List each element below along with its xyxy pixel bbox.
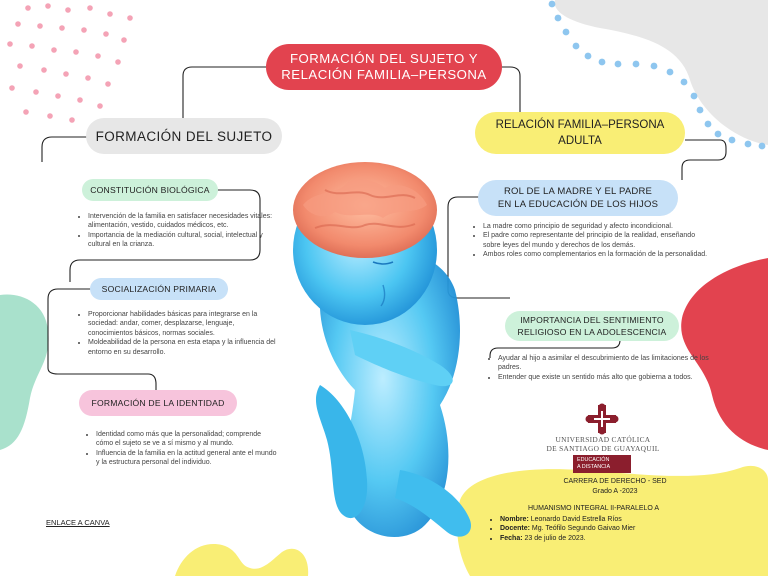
career-line: CARRERA DE DERECHO - SED — [563, 478, 667, 485]
pink-dot — [29, 43, 35, 49]
blue-dot — [705, 121, 712, 128]
info-item-name — [500, 515, 740, 524]
pink-dot — [59, 25, 65, 31]
university-name — [530, 436, 676, 453]
blue-dot — [549, 1, 556, 8]
section-socializacion-pill — [90, 278, 228, 300]
blue-dot — [697, 107, 704, 114]
info-value: 23 de julio de 2023. — [524, 534, 586, 542]
blue-dot — [745, 141, 752, 148]
blue-dot — [667, 69, 674, 76]
right-heading-pill — [475, 112, 685, 154]
section-socializacion-label: SOCIALIZACIÓN PRIMARIA — [101, 284, 217, 294]
blue-dot — [633, 61, 640, 68]
list-item: • Proporcionar habilidades básicas para integrarse en la sociedad: andar, comer, desplazarse, lenguaje, conocimientos básicos, normas sociales. — [88, 310, 278, 338]
section-religioso-line1: IMPORTANCIA DEL SENTIMIENTO — [520, 315, 664, 325]
main-title-pill — [266, 44, 502, 90]
list-item: • Moldeabilidad de la persona en esta etapa y la influencia del entorno en su desarrollo. — [88, 338, 278, 357]
grade-line: Grado A -2023 — [592, 487, 638, 495]
blue-dot — [599, 59, 606, 66]
blue-dot — [563, 29, 570, 36]
pink-dot — [115, 59, 121, 65]
blue-dot — [573, 43, 580, 50]
pink-dot — [15, 21, 21, 27]
religioso-bullets — [488, 354, 723, 382]
blue-dot — [651, 63, 658, 70]
pink-dot — [55, 93, 61, 99]
info-label: Docente: — [500, 525, 530, 533]
left-heading-pill — [86, 118, 282, 154]
pink-dot — [25, 5, 31, 11]
pink-dot — [17, 63, 23, 69]
info-item-teacher — [500, 524, 740, 533]
info-value: Leonardo David Estrella Ríos — [530, 516, 622, 523]
blue-dot — [715, 131, 722, 138]
pink-dot — [97, 103, 103, 109]
pink-dot — [33, 89, 39, 95]
list-item: • El padre como representante del principio de la realidad, enseñando sobre leyes del mundo y derechos de los demás. — [483, 231, 713, 250]
main-title-line2: RELACIÓN FAMILIA–PERSONA — [281, 67, 487, 82]
pink-dot — [103, 31, 109, 37]
list-item: • Influencia de la familia en la actitud general ante el mundo y la estructura personal del individuo. — [96, 449, 280, 468]
pink-dot — [51, 47, 57, 53]
rol-bullets — [473, 222, 713, 260]
student-info-list — [490, 515, 740, 543]
pink-dot — [73, 49, 79, 55]
section-religioso-line2: RELIGIOSO EN LA ADOLESCENCIA — [517, 327, 667, 337]
right-heading-line1: RELACIÓN FAMILIA–PERSONA — [495, 119, 665, 131]
blue-dot — [555, 15, 562, 22]
section-rol-line1: ROL DE LA MADRE Y EL PADRE — [503, 186, 653, 197]
list-item: • Identidad como más que la personalidad; comprende cómo el sujeto se ve a sí mismo y al mundo. — [96, 430, 280, 449]
mint-blob — [0, 294, 49, 450]
pink-dot — [121, 37, 127, 43]
blue-dot — [585, 53, 592, 60]
pink-dot — [45, 3, 51, 9]
pink-dot — [37, 23, 43, 29]
section-constitucion-label: CONSTITUCIÓN BIOLÓGICA — [90, 185, 210, 195]
course-title: HUMANISMO INTEGRAL II-PARALELO A — [528, 505, 660, 512]
section-rol-pill — [478, 180, 678, 216]
pink-dot — [85, 75, 91, 81]
pink-dots — [7, 3, 133, 131]
pink-dot — [127, 15, 133, 21]
list-item: • Importancia de la mediación cultural, social, intelectual y cultural en la crianza. — [88, 231, 276, 250]
pink-dot — [77, 97, 83, 103]
info-value: Mg. Teófilo Segundo Gaivao Mier — [531, 525, 636, 533]
pink-dot — [69, 117, 75, 123]
university-name-line2: DE SANTIAGO DE GUAYAQUIL — [546, 443, 660, 453]
pink-dot — [23, 109, 29, 115]
pink-dot — [81, 27, 87, 33]
canva-link[interactable]: ENLACE A CANVA — [46, 518, 110, 527]
list-item: • La madre como principio de seguridad y afecto incondicional. — [483, 222, 713, 231]
pink-dot — [9, 85, 15, 91]
badge-line2: A DISTANCIA — [577, 464, 611, 470]
blue-dot — [729, 137, 736, 144]
right-heading-line2: ADULTA — [558, 135, 602, 147]
left-heading: FORMACIÓN DEL SUJETO — [95, 128, 273, 144]
university-name-line1: UNIVERSIDAD CATÓLICA — [555, 435, 651, 444]
info-label: Fecha: — [500, 534, 523, 542]
section-constitucion-pill — [82, 179, 218, 201]
socializacion-bullets — [78, 310, 278, 357]
blue-dot — [681, 79, 688, 86]
fetus-illustration — [255, 150, 505, 560]
list-item: • Ayudar al hijo a asimilar el descubrimiento de las limitaciones de los padres. — [498, 354, 723, 373]
pink-dot — [105, 81, 111, 87]
identidad-bullets — [86, 430, 280, 468]
university-crest-icon — [584, 403, 620, 435]
pink-dot — [107, 11, 113, 17]
list-item: • Entender que existe un sentido más alto que gobierna a todos. — [498, 373, 723, 382]
blue-dot — [615, 61, 622, 68]
pink-dot — [63, 71, 69, 77]
education-distance-badge — [573, 455, 631, 473]
section-rol-line2: EN LA EDUCACIÓN DE LOS HIJOS — [497, 199, 659, 210]
pink-dot — [65, 7, 71, 13]
pink-dot — [7, 41, 13, 47]
section-religioso-pill — [505, 311, 679, 341]
pink-dot — [41, 67, 47, 73]
info-item-date — [500, 534, 740, 543]
section-identidad-pill — [79, 390, 237, 416]
pink-dot — [95, 53, 101, 59]
list-item: • Ambos roles como complementarios en la formación de la personalidad. — [483, 250, 713, 259]
badge-line1: EDUCACIÓN — [577, 457, 610, 463]
blue-dot — [691, 93, 698, 100]
pink-dot — [47, 113, 53, 119]
pink-dot — [87, 5, 93, 11]
blue-dot — [759, 143, 766, 150]
list-item: • Intervención de la familia en satisfacer necesidades vitales: alimentación, vestido, cuidados médicos, etc. — [88, 212, 276, 231]
career-info — [540, 477, 690, 496]
main-title-line1: FORMACIÓN DEL SUJETO Y — [289, 51, 479, 66]
section-identidad-label: FORMACIÓN DE LA IDENTIDAD — [91, 398, 225, 408]
constitucion-bullets — [78, 212, 276, 250]
info-label: Nombre: — [500, 516, 529, 523]
